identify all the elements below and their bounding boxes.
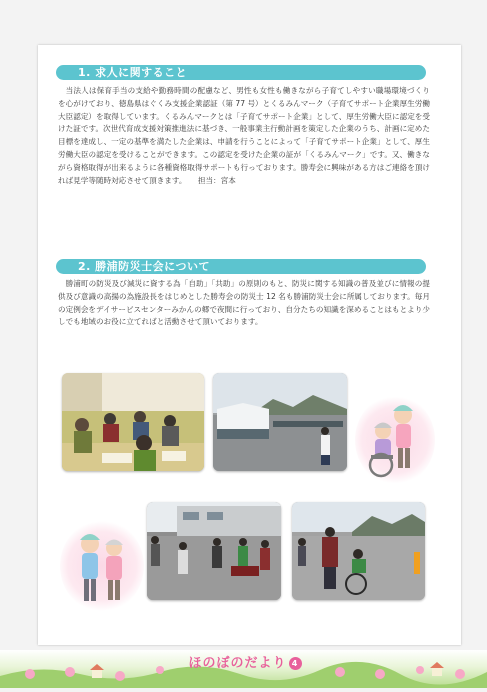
photo-evacuation-drill-image (147, 502, 281, 600)
section1-body: 当法人は保育手当の支給や勤務時間の配慮など、男性も女性も働きながら子育てしやすい職場環境づくりを心がけており、徳島県はぐくみ支援企業認証（第 77 号）とくるみんマーク（子育てサポート企業厚生労働大臣認定）を取得しています。くるみんマークとは「子育てサポート企業」として、厚生労働大臣に認定を受けた証です。次世代育成支援対策推進法に基づき、一般事業主行動計画を策定した企業のうち、計画に定めた目標を達成し、一定の基準を満たした企業は、申請を行うことによって「子育てサポート企業」として、厚生労働大臣の認定を受けることができます。この認定を受けた企業の証が「くるみんマーク」です。又、働きながら資格取得が出来るように各種資格取得サポートも行っております。勝寿会に興味がある方はご連絡を頂ければ見学等随時対応させて頂きます。 担当：宮本 (58, 86, 430, 185)
elderly-wheelchair-icon (355, 395, 435, 485)
photo-evacuation-drill (147, 502, 281, 600)
section2-body: 勝浦町の防災及び減災に資する為「自助」「共助」の原則のもと、防災に関する知識の普及並びに情報の提供及び意識の高揚の為施設長をはじめとした勝寿会の防災士 12 名も勝浦防災士会に所属しております。毎月の定例会をデイサービスセンターみかんの郷で夜間に行っており、自分たちの知識を深めることはもとより少しでも地域のお役に立てればと活動させて頂いております。 (58, 279, 430, 327)
photo-indoor-meeting-image (62, 373, 204, 471)
elderly-couple-icon (60, 520, 144, 612)
photo-wheelchair-assistance-image (292, 502, 425, 600)
section1-title: 1. 求人に関すること (78, 66, 188, 79)
section2-header (56, 259, 426, 274)
section2-title: 2. 勝浦防災士会について (78, 260, 210, 273)
decorative-illustration-elderly-couple (60, 520, 144, 612)
decorative-illustration-wheelchair (355, 395, 435, 485)
photo-wheelchair-assistance (292, 502, 425, 600)
photo-indoor-meeting (62, 373, 204, 471)
page-number: 4 (289, 657, 302, 670)
photo-outdoor-event-image (213, 373, 347, 471)
photo-outdoor-event (213, 373, 347, 471)
newsletter-title-text: ほのぼのだより (188, 656, 287, 671)
section1-header (56, 65, 426, 80)
newsletter-title (180, 652, 310, 670)
